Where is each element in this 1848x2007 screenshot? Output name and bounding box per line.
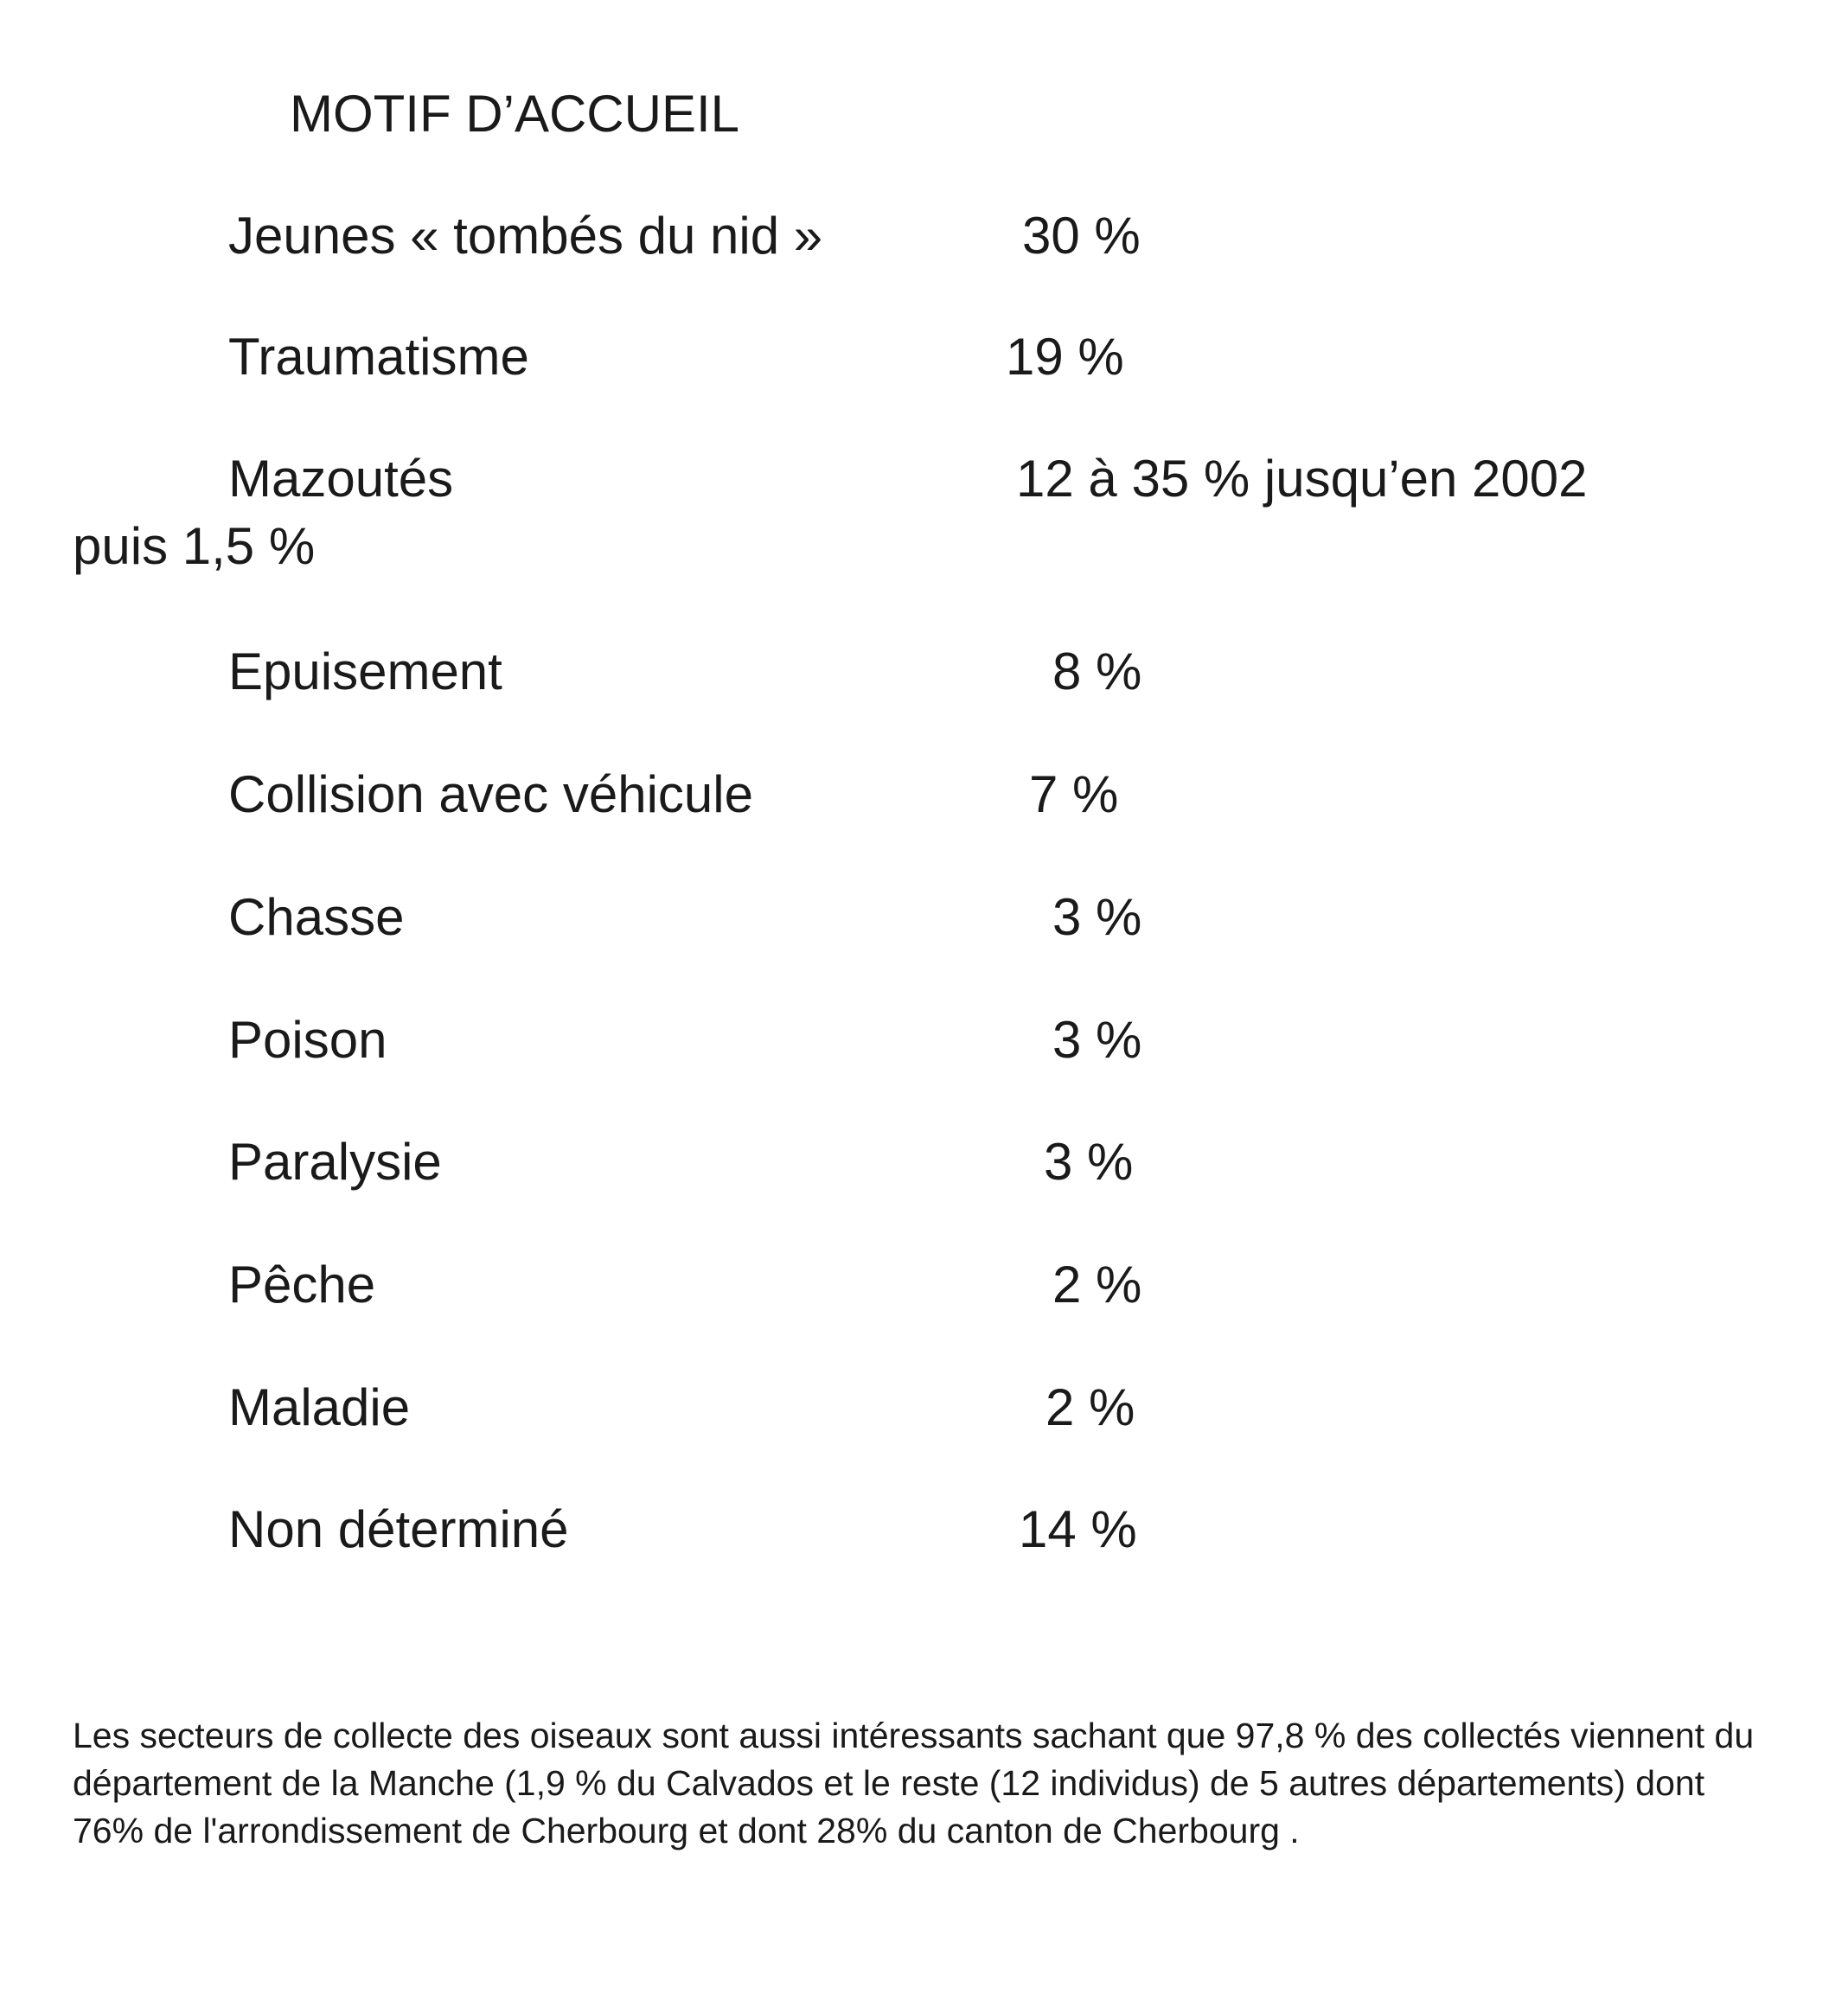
- reason-label: Maladie: [228, 1378, 411, 1436]
- reason-value: 2 %: [1052, 1256, 1142, 1313]
- reason-label: Non déterminé: [228, 1500, 569, 1558]
- reason-label: Jeunes « tombés du nid »: [228, 207, 823, 265]
- reason-label: Paralysie: [228, 1133, 442, 1191]
- reason-value: 2 %: [1045, 1378, 1135, 1436]
- page-title: MOTIF D’ACCUEIL: [290, 85, 740, 143]
- reason-label: Mazoutés: [228, 450, 454, 508]
- reason-value: 12 à 35 % jusqu’en 2002: [1016, 450, 1588, 508]
- reason-label: Traumatisme: [228, 328, 529, 386]
- reason-value: 3 %: [1052, 888, 1142, 946]
- reason-label: Collision avec véhicule: [228, 765, 753, 823]
- reason-value: 19 %: [1006, 328, 1124, 386]
- reason-value: 3 %: [1052, 1011, 1142, 1069]
- reason-value: 3 %: [1044, 1133, 1134, 1191]
- reason-value: 7 %: [1029, 765, 1119, 823]
- footnote-paragraph: Les secteurs de collecte des oiseaux sont aussi intéressants sachant que 97,8 % des collectés viennent du département de la Manche (1,9 % du Calvados et le reste (12 individus) de 5 autres départements) dont 76% de l'arrondissement de Cherbourg et dont 28% du canton de Cherbourg .: [73, 1716, 1755, 1850]
- reason-label: Epuisement: [228, 642, 502, 700]
- reason-value: 14 %: [1019, 1500, 1137, 1558]
- reason-label: Poison: [228, 1011, 387, 1069]
- reason-label: Chasse: [228, 888, 405, 946]
- reason-value: 30 %: [1022, 207, 1141, 265]
- reason-value: 8 %: [1052, 642, 1142, 700]
- reason-label: Pêche: [228, 1256, 376, 1313]
- reason-value-continuation: puis 1,5 %: [73, 517, 316, 575]
